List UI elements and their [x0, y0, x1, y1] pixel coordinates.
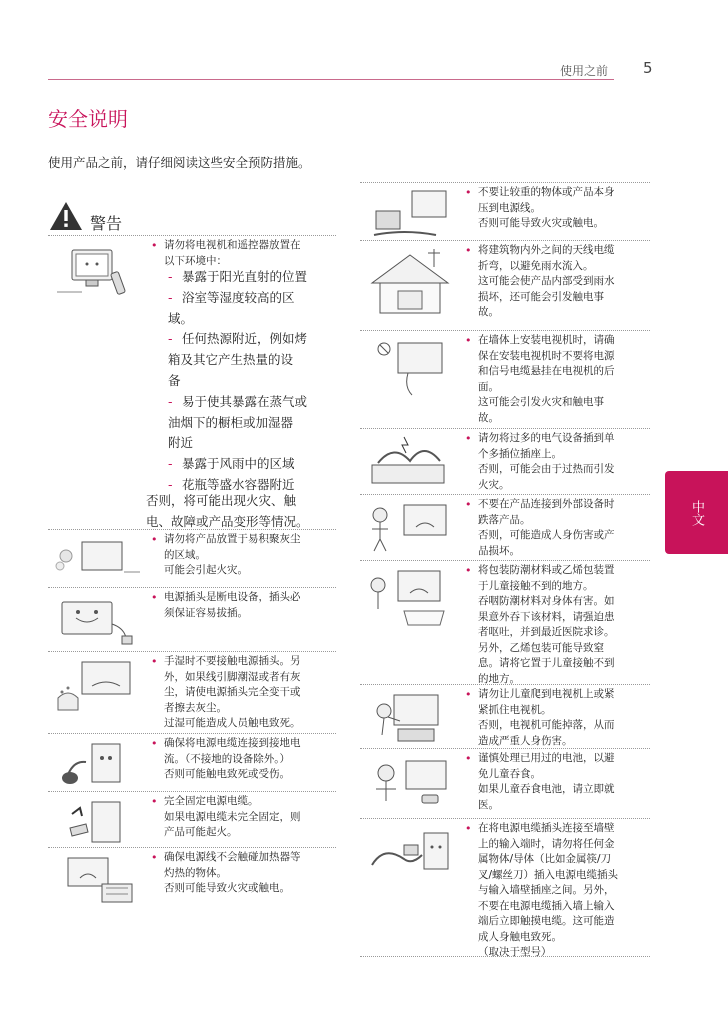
- bullet-icon: •: [151, 737, 158, 750]
- page-title: 安全说明: [48, 107, 128, 131]
- right-item-wall-mount: [360, 330, 650, 427]
- item-text: 不要在产品连接到外部设备时 跌落产品。 否则，可能造成人身伤害或产 品损坏。: [478, 498, 615, 557]
- right-item-antenna: [360, 240, 650, 329]
- bullet-icon: •: [151, 591, 158, 604]
- intro-text: 使用产品之前，请仔细阅读这些安全预防措施。: [48, 155, 311, 170]
- child-climbing-tv-illustration-icon: [364, 691, 456, 747]
- right-item-wall-input: [360, 818, 650, 958]
- item-text: 在墙体上安装电视机时，请确 保在安装电视机时不要将电源 和信号电缆悬挂在电视机的后 面。 这可能会引发火灾和触电事 故。: [478, 334, 615, 424]
- item-text: 请勿将过多的电气设备插到单 个多插位插座上。 否则，可能会由于过热而引发 火灾。: [478, 432, 615, 491]
- item-text: 请勿让儿童爬到电视机上或紧 紧抓住电视机。 否则，电视机可能掉落，从而 造成严重人身伤害。: [478, 688, 615, 747]
- antenna-house-illustration-icon: [364, 247, 456, 317]
- bullet-icon: •: [151, 655, 158, 668]
- wall-plug-metal-illustration-icon: [364, 825, 456, 887]
- dropping-product-illustration-icon: [364, 501, 456, 557]
- environment-list: [168, 267, 307, 496]
- item-text: 确保电源线不会触碰加热器等 灼热的物体。 否则可能导致火灾或触电。: [164, 851, 301, 894]
- tv-remote-illustration-icon: [52, 242, 144, 302]
- warning-label: 警告: [90, 214, 123, 233]
- item-text: 将建筑物内外之间的天线电缆 折弯，以避免雨水流入。 这可能会使产品内部受到雨水 损坏，还可能会引发触电事 故。: [478, 244, 615, 318]
- left-item-plug: [48, 587, 336, 650]
- plug-tv-illustration-icon: [52, 594, 144, 648]
- ground-plug-illustration-icon: [52, 740, 144, 790]
- secure-cable-illustration-icon: [52, 798, 144, 848]
- bullet-icon: •: [465, 244, 472, 257]
- list-item: - 浴室等湿度较高的区 域。: [168, 289, 295, 326]
- dust-tv-illustration-icon: [52, 536, 144, 582]
- bullet-icon: •: [465, 432, 472, 445]
- item-text: 在将电源电缆插头连接至墙壁 上的输入端时，请勿将任何金 属物体/导体（比如金属筷/刀 叉/螺丝刀）插入电源电缆插头 与输入墙壁插座之间。另外， 不要在电源电缆插入墙上输入 端后立即触摸电缆。这可能造 成人身触电致死。 （取决于型号）: [478, 822, 619, 958]
- bullet-icon: •: [465, 564, 472, 577]
- item-text: 电源插头是断电设备，插头必 须保证容易拔插。: [164, 591, 301, 619]
- left-item-heater: [48, 847, 336, 906]
- right-item-battery: [360, 748, 650, 817]
- item-text: 谨慎处理已用过的电池，以避 免儿童吞食。 如果儿童吞食电池，请立即就 医。: [478, 752, 615, 811]
- bullet-icon: •: [465, 334, 472, 347]
- item-text: 将包装防潮材料或乙烯包装置 于儿童接触不到的地方。 吞咽防潮材料对身体有害。如 果意外吞下该材料，请强迫患 者呕吐，并到最近医院求诊。 另外，乙烯包装可能导致窒 息。请将它置于儿童接触不到 的地方。: [478, 564, 615, 685]
- bullet-icon: •: [465, 498, 472, 511]
- bullet-icon: •: [151, 795, 158, 808]
- section-title: 使用之前: [560, 64, 609, 78]
- warning-triangle-icon: [48, 200, 84, 232]
- page-number: 5: [643, 59, 653, 77]
- left-item-ground: [48, 733, 336, 790]
- list-item: - 暴露于阳光直射的位置: [168, 269, 308, 284]
- header-divider: [48, 79, 614, 80]
- language-tab[interactable]: 中文: [665, 471, 728, 554]
- battery-child-illustration-icon: [364, 755, 456, 815]
- left-item-dust: [48, 529, 336, 586]
- bullet-icon: •: [465, 752, 472, 765]
- right-item-drop-product: [360, 494, 650, 559]
- overloaded-outlet-illustration-icon: [364, 435, 456, 493]
- bullet-icon: •: [465, 688, 472, 701]
- item-text: 不要让较重的物体或产品本身 压到电源线。 否则可能导致火灾或触电。: [478, 186, 615, 229]
- heater-cable-illustration-icon: [52, 854, 144, 906]
- left-item-wet-hands: [48, 651, 336, 732]
- right-item-multi-outlet: [360, 428, 650, 493]
- list-item: - 易于使其暴露在蒸气或 油烟下的橱柜或加湿器 附近: [168, 393, 308, 451]
- list-item: - 任何热源附近，例如烤 箱及其它产生热量的设 备: [168, 331, 308, 388]
- right-item-packaging: [360, 560, 650, 683]
- item-text: 确保将电源电缆连接到接地电 流。（不接地的设备除外。） 否则可能触电致死或受伤。: [164, 737, 301, 780]
- wall-mount-illustration-icon: [364, 337, 456, 399]
- right-item-child-climb: [360, 684, 650, 747]
- list-item: - 暴露于风雨中的区域: [168, 456, 295, 472]
- list-item: - 花瓶等盛水容器附近: [168, 476, 295, 492]
- wet-hand-plug-illustration-icon: [52, 658, 144, 718]
- packaging-child-illustration-icon: [364, 567, 456, 631]
- left-item-secure-cable: [48, 791, 336, 846]
- bullet-icon: •: [151, 533, 158, 546]
- bullet-icon: •: [465, 822, 472, 835]
- consequence-text: 否则，将可能出现火灾、触 电、故障或产品变形等情况。: [146, 493, 309, 529]
- left-item-environment: [48, 235, 336, 528]
- heavy-object-cable-illustration-icon: [364, 189, 456, 241]
- bullet-icon: •: [151, 851, 158, 864]
- bullet-icon: •: [151, 239, 158, 252]
- item-text: 请勿将电视机和遥控器放置在 以下环境中：: [164, 239, 301, 267]
- right-column-end-divider: [360, 956, 650, 957]
- right-item-heavy-object: [360, 182, 650, 239]
- bullet-icon: •: [465, 186, 472, 199]
- item-text: 手湿时不要接触电源插头。另 外，如果线引脚潮湿或者有灰 尘，请使电源插头完全变干或 者擦去灰尘。 过湿可能造成人员触电致死。: [164, 655, 301, 729]
- item-text: 完全固定电源电缆。 如果电源电缆未完全固定，则 产品可能起火。: [164, 795, 301, 838]
- item-text: 请勿将产品放置于易积聚灰尘 的区域。 可能会引起火灾。: [164, 533, 301, 576]
